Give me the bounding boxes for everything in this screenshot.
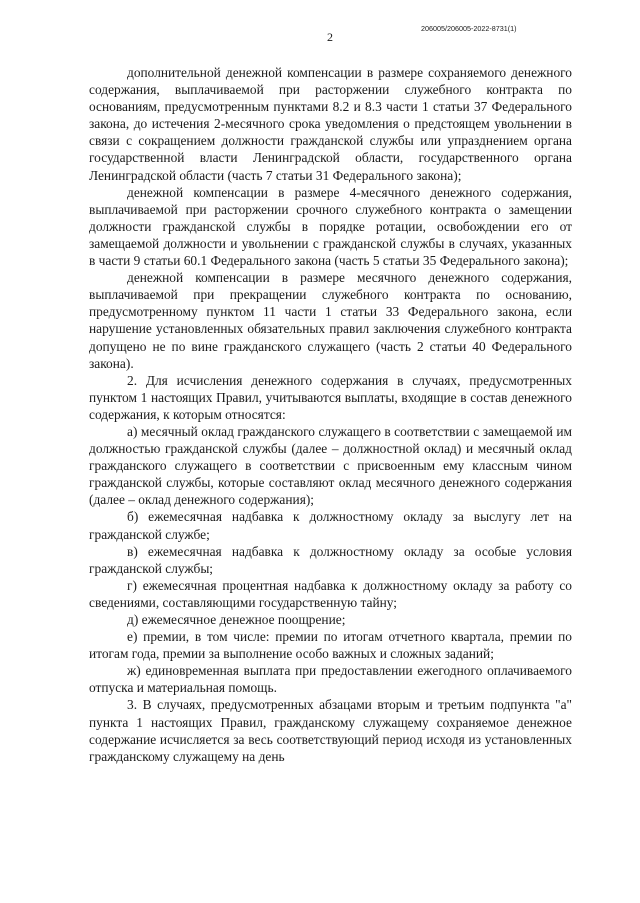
- subitem-a: а) месячный оклад гражданского служащего в соответствии с замещаемой им должностью гражданской службы (далее – должностной оклад) и месячный оклад гражданского служащего в соответствии с присвоенным ему классным чином гражданской службы, которые составляют оклад месячного денежного содержания (далее – оклад денежного содержания);: [89, 423, 572, 508]
- subitem-g: г) ежемесячная процентная надбавка к должностному окладу за работу со сведениями, составляющими государственную тайну;: [89, 577, 572, 610]
- paragraph-compensation-rotation: денежной компенсации в размере 4-месячного денежного содержания, выплачиваемой при расторжении срочного служебного контракта о замещении должности гражданской службы в порядке ротации, освобождении его от замещаемой должности и увольнении с гражданской службы в случаях, указанных в части 9 статьи 60.1 Федерального закона (часть 5 статьи 35 Федерального закона);: [89, 184, 572, 269]
- document-body: [89, 64, 572, 765]
- paragraph-compensation-reduction: дополнительной денежной компенсации в размере сохраняемого денежного содержания, выплачиваемой при расторжении служебного контракта по основаниям, предусмотренным пунктами 8.2 и 8.3 части 1 статьи 37 Федерального закона, до истечения 2-месячного срока уведомления о предстоящем увольнении в связи с сокращением должности гражданской службы или упразднением органа государственной власти Ленинградской области, государственного органа Ленинградской области (часть 7 статьи 31 Федерального закона);: [89, 65, 572, 183]
- subitem-d: д) ежемесячное денежное поощрение;: [127, 612, 346, 627]
- paragraph-compensation-termination: денежной компенсации в размере месячного денежного содержания, выплачиваемой при прекращении служебного контракта по основанию, предусмотренному пунктом 11 части 1 статьи 33 Федерального закона, если нарушение установленных обязательных правил заключения служебного контракта допущено не по вине гражданского служащего (часть 2 статьи 40 Федерального закона).: [89, 270, 572, 371]
- subitem-b: б) ежемесячная надбавка к должностному окладу за выслугу лет на гражданской службе;: [89, 509, 572, 542]
- paragraph-item-2: 2. Для исчисления денежного содержания в случаях, предусмотренных пунктом 1 настоящих Правил, учитываются выплаты, входящие в состав денежного содержания, к которым относятся:: [89, 372, 572, 422]
- subitem-zh: ж) единовременная выплата при предоставлении ежегодного оплачиваемого отпуска и материальная помощь.: [89, 663, 572, 696]
- page-number: 2: [327, 30, 333, 44]
- subitem-v: в) ежемесячная надбавка к должностному окладу за особые условия гражданской службы;: [89, 543, 572, 576]
- document-id: 206005/206005-2022-8731(1): [421, 24, 517, 33]
- subitem-e: е) премии, в том числе: премии по итогам отчетного квартала, премии по итогам года, премии за выполнение особо важных и сложных заданий;: [89, 629, 572, 662]
- paragraph-item-3: 3. В случаях, предусмотренных абзацами вторым и третьим подпункта "а" пункта 1 настоящих Правил, гражданскому служащему сохраняемое денежное содержание исчисляется за весь соответствующий период исходя из установленных гражданскому служащему на день: [89, 697, 572, 764]
